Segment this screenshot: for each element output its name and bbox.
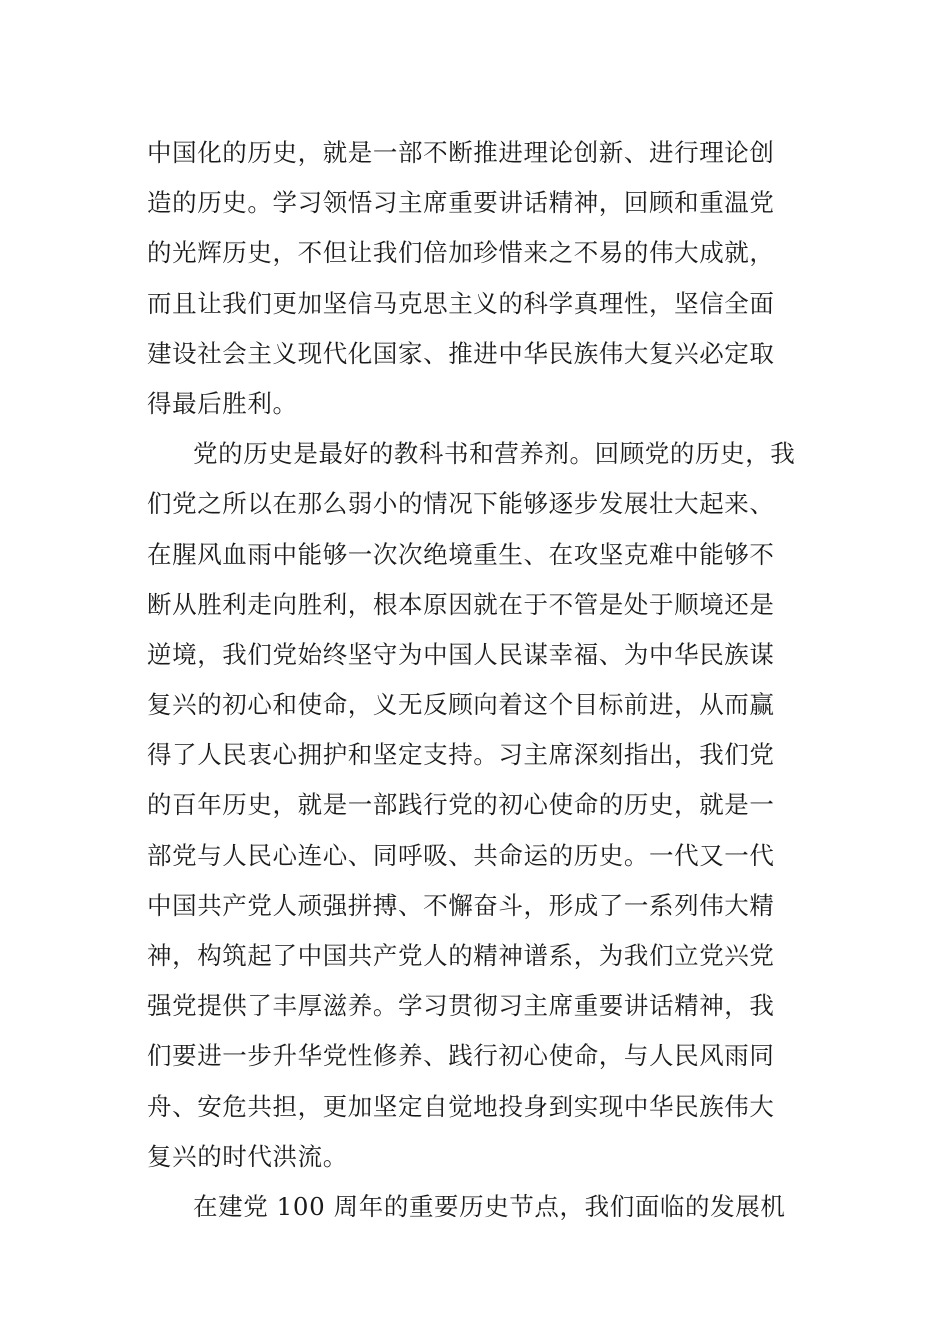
text-line: 造的历史。学习领悟习主席重要讲话精神，回顾和重温党: [147, 188, 775, 218]
text-line: 建设社会主义现代化国家、推进中华民族伟大复兴必定取: [147, 338, 775, 368]
text-line: 们党之所以在那么弱小的情况下能够逐步发展壮大起来、: [147, 489, 775, 519]
text-line: 而且让我们更加坚信马克思主义的科学真理性，坚信全面: [147, 288, 775, 318]
text-line: 断从胜利走向胜利，根本原因就在于不管是处于顺境还是: [147, 589, 775, 619]
text-line: 复兴的初心和使命，义无反顾向着这个目标前进，从而赢: [147, 690, 775, 720]
text-line: 得最后胜利。: [147, 388, 298, 418]
text-line: 神，构筑起了中国共产党人的精神谱系，为我们立党兴党: [147, 941, 775, 970]
paragraph-first-line: 在建党 100 周年的重要历史节点，我们面临的发展机: [193, 1191, 786, 1221]
text-line: 中国共产党人顽强拼搏、不懈奋斗，形成了一系列伟大精: [147, 890, 775, 920]
text-line: 得了人民衷心拥护和坚定支持。习主席深刻指出，我们党: [147, 740, 775, 770]
text-line: 在腥风血雨中能够一次次绝境重生、在攻坚克难中能够不: [147, 539, 775, 569]
text-line: 部党与人民心连心、同呼吸、共命运的历史。一代又一代: [147, 840, 775, 870]
text-line: 的光辉历史，不但让我们倍加珍惜来之不易的伟大成就，: [147, 238, 775, 268]
text-line: 舟、安危共担，更加坚定自觉地投身到实现中华民族伟大: [147, 1091, 775, 1121]
text-line: 中国化的历史，就是一部不断推进理论创新、进行理论创: [147, 138, 775, 167]
document-body: [147, 128, 807, 1232]
text-line: 强党提供了丰厚滋养。学习贯彻习主席重要讲话精神，我: [147, 991, 775, 1021]
text-line: 的百年历史，就是一部践行党的初心使命的历史，就是一: [147, 790, 775, 820]
text-line: 们要进一步升华党性修养、践行初心使命，与人民风雨同: [147, 1041, 775, 1071]
paragraph-first-line: 党的历史是最好的教科书和营养剂。回顾党的历史，我: [193, 439, 796, 469]
text-line: 复兴的时代洪流。: [147, 1141, 348, 1171]
text-line: 逆境，我们党始终坚守为中国人民谋幸福、为中华民族谋: [147, 639, 775, 669]
